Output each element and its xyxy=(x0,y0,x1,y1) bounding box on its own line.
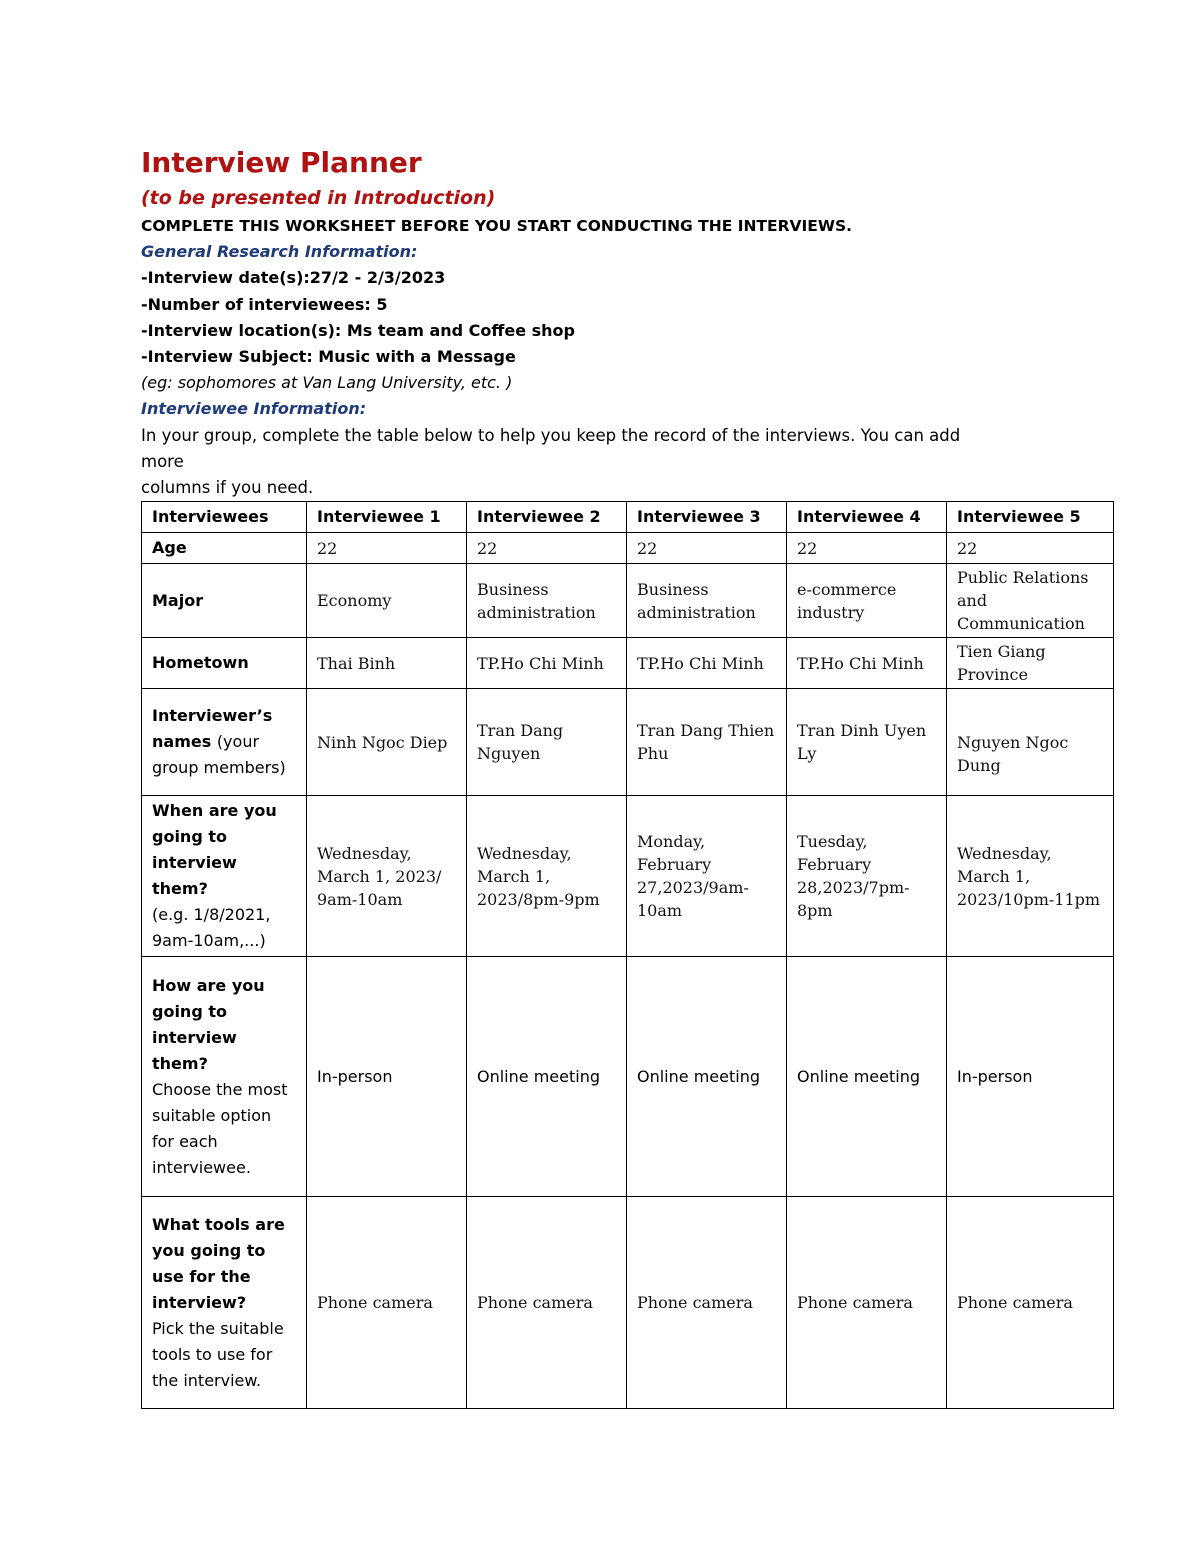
table-row xyxy=(142,796,1114,957)
general-heading: General Research Information: xyxy=(141,242,418,262)
table-header-cell: Interviewee 4 xyxy=(787,502,947,533)
table-cell: Tuesday, February 28,2023/7pm-8pm xyxy=(787,796,947,957)
table-cell: Phone camera xyxy=(947,1197,1114,1409)
table-cell: Phone camera xyxy=(787,1197,947,1409)
row-label-note: Choose the most suitable option for each interviewee. xyxy=(152,1079,288,1177)
table-cell: 22 xyxy=(307,533,467,564)
table-cell: TP.Ho Chi Minh xyxy=(467,638,627,689)
interview-dates: -Interview date(s):27/2 - 2/3/2023 xyxy=(141,268,446,288)
table-cell: Online meeting xyxy=(627,957,787,1197)
instruction-text: COMPLETE THIS WORKSHEET BEFORE YOU START CONDUCTING THE INTERVIEWS. xyxy=(141,217,853,235)
table-cell: 22 xyxy=(787,533,947,564)
table-cell: TP.Ho Chi Minh xyxy=(787,638,947,689)
example-text: (eg: sophomores at Van Lang University, etc. ) xyxy=(141,373,513,393)
interviewee-count: -Number of interviewees: 5 xyxy=(141,294,388,314)
row-label: Hometown xyxy=(142,638,307,689)
table-cell: Thai Binh xyxy=(307,638,467,689)
table-cell: Online meeting xyxy=(787,957,947,1197)
table-row xyxy=(142,689,1114,796)
table-cell: 22 xyxy=(947,533,1114,564)
row-label-note: (your group members) xyxy=(152,732,286,777)
document-header xyxy=(141,143,1116,501)
table-cell: Phone camera xyxy=(307,1197,467,1409)
page-title: Interview Planner xyxy=(141,146,422,179)
table-cell: Online meeting xyxy=(467,957,627,1197)
table-cell: Wednesday, March 1, 2023/ 9am-10am xyxy=(307,796,467,957)
row-label-note: (e.g. 1/8/2021, 9am-10am,...) xyxy=(152,905,271,950)
table-cell: Economy xyxy=(307,564,467,638)
interview-location: -Interview location(s): Ms team and Coffee shop xyxy=(141,320,575,340)
table-row xyxy=(142,638,1114,689)
table-header-cell: Interviewee 5 xyxy=(947,502,1114,533)
row-label xyxy=(142,689,307,796)
interview-table xyxy=(141,501,1114,1409)
table-header-cell: Interviewee 2 xyxy=(467,502,627,533)
row-label: Age xyxy=(142,533,307,564)
table-cell: Tran Dinh Uyen Ly xyxy=(787,689,947,796)
table-cell: TP.Ho Chi Minh xyxy=(627,638,787,689)
row-label-note: Pick the suitable tools to use for the interview. xyxy=(152,1318,284,1390)
table-cell: In-person xyxy=(307,957,467,1197)
interviewee-heading: Interviewee Information: xyxy=(141,399,367,419)
interview-subject: -Interview Subject: Music with a Message xyxy=(141,347,516,367)
table-row xyxy=(142,533,1114,564)
table-header-cell: Interviewee 1 xyxy=(307,502,467,533)
row-label-main: When are you going to interview them? xyxy=(152,801,277,898)
table-cell: e-commerce industry xyxy=(787,564,947,638)
table-header-cell: Interviewees xyxy=(142,502,307,533)
table-cell: 22 xyxy=(467,533,627,564)
row-label-main: What tools are you going to use for the interview? xyxy=(152,1214,285,1312)
table-cell: Public Relations and Communication xyxy=(947,564,1114,638)
row-label-main: How are you going to interview them? xyxy=(152,975,265,1073)
table-row xyxy=(142,564,1114,638)
table-cell: Tien Giang Province xyxy=(947,638,1114,689)
row-label xyxy=(142,957,307,1197)
table-cell: 22 xyxy=(627,533,787,564)
table-cell: Tran Dang Nguyen xyxy=(467,689,627,796)
table-cell: Wednesday, March 1, 2023/8pm-9pm xyxy=(467,796,627,957)
row-label: Major xyxy=(142,564,307,638)
table-cell: Wednesday, March 1, 2023/10pm-11pm xyxy=(947,796,1114,957)
table-cell: Phone camera xyxy=(467,1197,627,1409)
table-cell: Nguyen Ngoc Dung xyxy=(947,689,1114,796)
row-label xyxy=(142,1197,307,1409)
table-cell: Business administration xyxy=(627,564,787,638)
table-cell: Monday, February 27,2023/9am-10am xyxy=(627,796,787,957)
row-label xyxy=(142,796,307,957)
table-cell: Ninh Ngoc Diep xyxy=(307,689,467,796)
table-header-row xyxy=(142,502,1114,533)
page-subtitle: (to be presented in Introduction) xyxy=(141,187,496,209)
table-row xyxy=(142,1197,1114,1409)
row-label-main: Interviewer’s names xyxy=(152,706,273,751)
table-cell: Phone camera xyxy=(627,1197,787,1409)
table-cell: In-person xyxy=(947,957,1114,1197)
intro-line-3: columns if you need. xyxy=(141,478,314,498)
table-row xyxy=(142,957,1114,1197)
table-cell: Tran Dang Thien Phu xyxy=(627,689,787,796)
table-cell: Business administration xyxy=(467,564,627,638)
intro-line-1: In your group, complete the table below to help you keep the record of the interviews. You can add xyxy=(141,425,961,445)
table-header-cell: Interviewee 3 xyxy=(627,502,787,533)
intro-line-2: more xyxy=(141,451,184,471)
